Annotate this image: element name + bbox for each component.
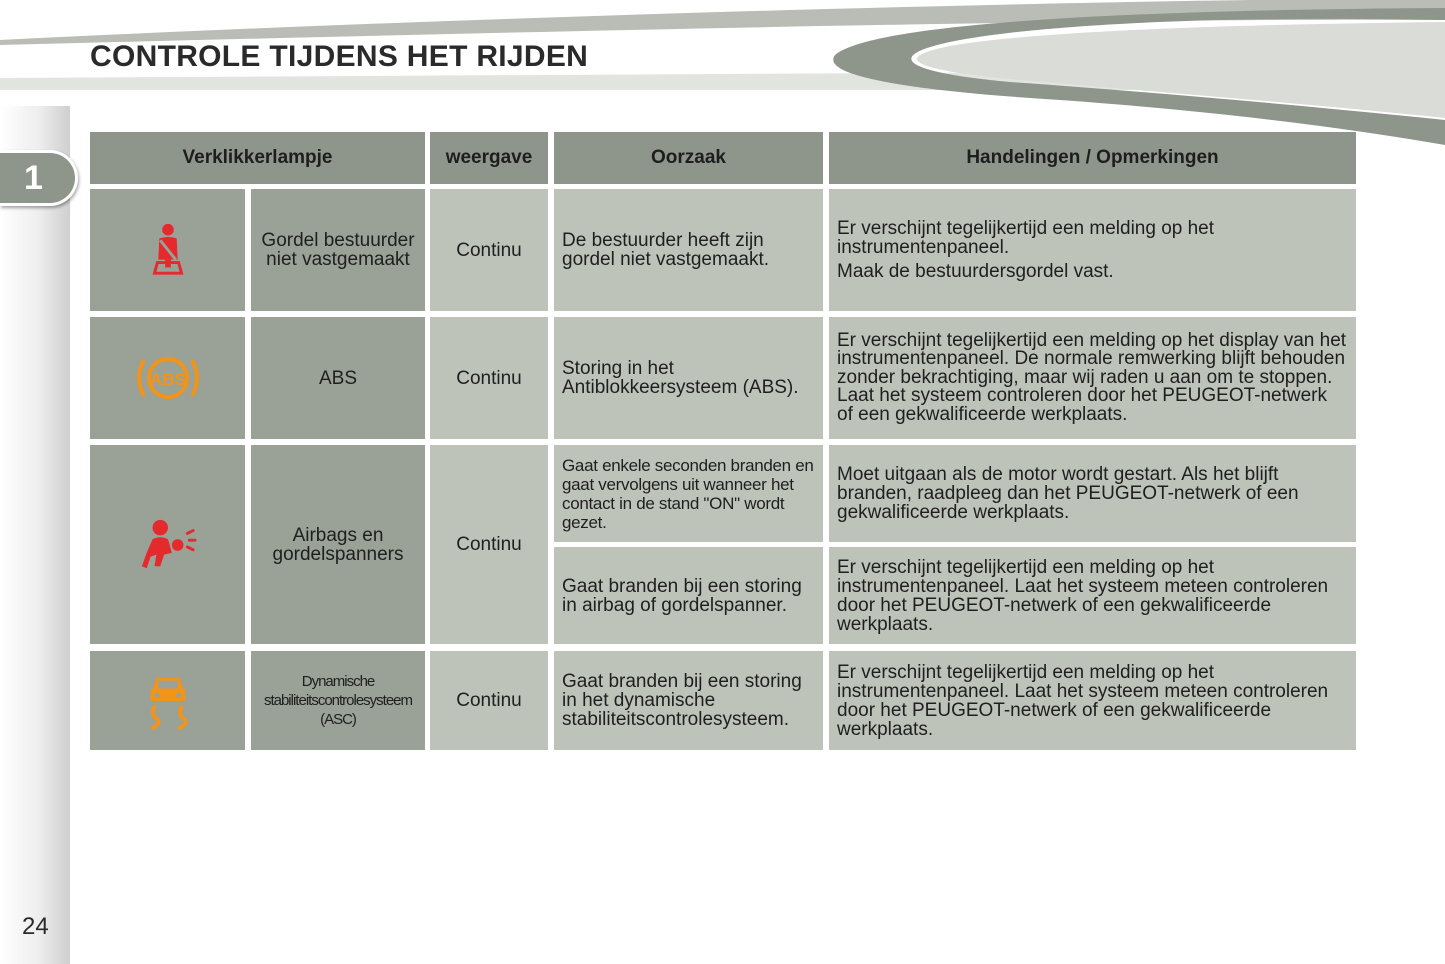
table-row-icon-cell [90, 189, 245, 311]
lamp-name: ABS [251, 317, 425, 439]
cause-text: Storing in het Antiblokkeersysteem (ABS). [554, 317, 823, 439]
seatbelt-icon [139, 221, 197, 279]
header-swoosh [0, 0, 1445, 150]
page-title: CONTROLE TIJDENS HET RIJDEN [90, 40, 589, 73]
display-mode: Continu [430, 317, 548, 439]
cause-text: Gaat enkele seconden branden en gaat vervolgens uit wanneer het contact in de stand "ON" wordt gezet. [554, 445, 823, 542]
column-header-display: weergave [430, 132, 548, 184]
action-line: Er verschijnt tegelijkertijd een melding op het instrumentenpaneel. [837, 218, 1215, 258]
display-mode: Continu [430, 445, 548, 644]
cause-text: Gaat branden bij een storing in het dynamische stabiliteitscontrolesysteem. [554, 651, 823, 750]
stability-control-icon [139, 672, 197, 730]
action-text: Er verschijnt tegelijkertijd een melding op het display van het instrumentenpaneel. De normale remwerking blijft behouden zonder bekrachtiging, maar wij raden u aan om te stoppen. Laat het systeem controleren door het PEUGEOT-netwerk of een gekwalificeerde werkplaats. [829, 317, 1356, 439]
chapter-tab[interactable]: 1 [0, 150, 78, 206]
airbag-icon [139, 516, 197, 574]
cause-text: De bestuurder heeft zijn gordel niet vastgemaakt. [554, 189, 823, 311]
lamp-name: Gordel bestuurder niet vastgemaakt [251, 189, 425, 311]
column-header-lamp: Verklikkerlampje [90, 132, 425, 184]
abs-icon [128, 348, 208, 408]
display-mode: Continu [430, 651, 548, 750]
table-row-icon-cell [90, 317, 245, 439]
page-number: 24 [22, 913, 49, 940]
table-row-icon-cell [90, 651, 245, 750]
column-header-actions: Handelingen / Opmerkingen [829, 132, 1356, 184]
lamp-name: Dynamische stabiliteitscontrolesysteem (ASC) [251, 651, 425, 750]
abs-icon-text: ABS [149, 370, 186, 389]
table-row-icon-cell [90, 445, 245, 644]
lamp-name: Airbags en gordelspanners [251, 445, 425, 644]
display-mode: Continu [430, 189, 548, 311]
sidebar-strip [0, 106, 70, 964]
action-text: Er verschijnt tegelijkertijd een melding op het instrumentenpaneel. Laat het systeem meteen controleren door het PEUGEOT-netwerk of een gekwalificeerde werkplaats. [829, 547, 1356, 644]
cause-text: Gaat branden bij een storing in airbag of gordelspanner. [554, 547, 823, 644]
action-text: Moet uitgaan als de motor wordt gestart. Als het blijft branden, raadpleeg dan het PEUGEOT-netwerk of een gekwalificeerde werkplaats. [829, 445, 1356, 542]
action-line: Maak de bestuurdersgordel vast. [837, 261, 1114, 282]
action-text [829, 189, 1356, 311]
action-text: Er verschijnt tegelijkertijd een melding op het instrumentenpaneel. Laat het systeem meteen controleren door het PEUGEOT-netwerk of een gekwalificeerde werkplaats. [829, 651, 1356, 750]
column-header-cause: Oorzaak [554, 132, 823, 184]
